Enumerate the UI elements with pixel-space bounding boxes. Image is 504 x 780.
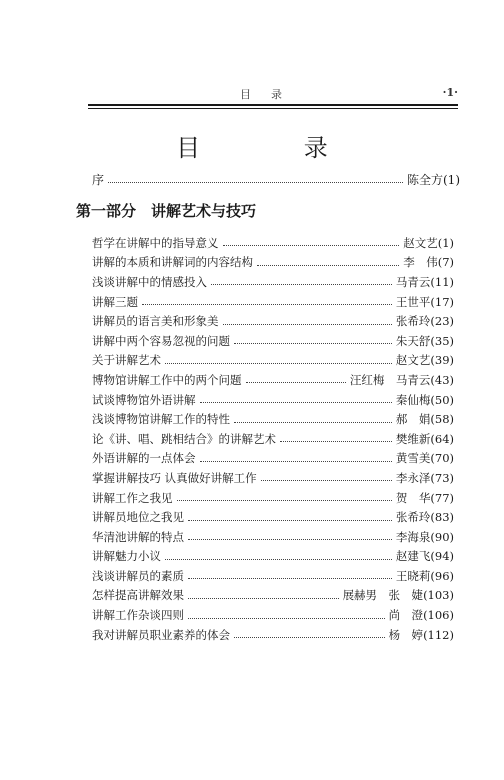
toc-entry-title: 博物馆讲解工作中的两个问题: [92, 372, 242, 387]
running-head: [88, 86, 458, 102]
toc-entry: [92, 331, 454, 351]
toc-entry-author: 黄雪美: [395, 451, 431, 466]
toc-entry-title: 关于讲解艺术: [92, 353, 161, 368]
running-head-title: 目录: [240, 88, 302, 101]
toc-entry-title: 浅谈讲解中的情感投入: [92, 274, 207, 289]
toc-entry-page: (83): [430, 510, 454, 525]
leader-dots: [188, 618, 385, 619]
header-rule-thin: [88, 108, 458, 109]
leader-dots: [211, 284, 392, 285]
toc-entry-title: 讲解员地位之我见: [92, 510, 184, 525]
toc-entry-title: 论《讲、唱、跳相结合》的讲解艺术: [92, 431, 276, 446]
toc-entry-author: 贺 华: [395, 490, 431, 505]
leader-dots: [257, 265, 399, 266]
preface-author-page: 陈全方(1): [407, 172, 460, 187]
toc-entry: [92, 351, 454, 371]
leader-dots: [246, 382, 346, 383]
toc-entry-author: 汪红梅 马青云: [349, 372, 431, 387]
toc-entry: [92, 429, 454, 449]
toc-entry: [92, 449, 454, 469]
toc-entry-title: 掌握讲解技巧 认真做好讲解工作: [92, 470, 257, 485]
toc-entry-author: 王晓莉: [395, 568, 431, 583]
preface-title: 序: [92, 172, 105, 187]
toc-entry: [92, 253, 454, 273]
toc-entry: [92, 272, 454, 292]
toc-entry: [92, 311, 454, 331]
toc-entry-author: 尚 澄: [388, 608, 424, 623]
leader-dots: [165, 363, 392, 364]
toc-entry-page: (11): [430, 274, 454, 289]
toc-entry-page: (50): [430, 392, 454, 407]
leader-dots: [200, 402, 392, 403]
toc-entry: [92, 527, 454, 547]
leader-dots: [188, 578, 392, 579]
toc-entry-title: 讲解魅力小议: [92, 549, 161, 564]
leader-dots: [188, 598, 339, 599]
leader-dots: [188, 520, 392, 521]
leader-dots: [200, 461, 392, 462]
toc-entry-author: 赵建飞: [395, 549, 431, 564]
toc-entry-page: (106): [423, 608, 454, 623]
toc-entry-page: (39): [430, 353, 454, 368]
toc-entry: [92, 507, 454, 527]
leader-dots: [188, 539, 392, 540]
leader-dots: [234, 637, 385, 638]
toc-entry-title: 讲解工作杂谈四则: [92, 608, 184, 623]
toc-entry-title: 讲解员的语言美和形象美: [92, 314, 219, 329]
toc-entry: [92, 233, 454, 253]
leader-dots: [142, 304, 392, 305]
toc-entry-author: 郝 娟: [395, 412, 431, 427]
toc-entry-author: 李 伟: [403, 255, 438, 270]
toc-entry-title: 外语讲解的一点体会: [92, 451, 196, 466]
toc-entry-page: (1): [437, 235, 454, 250]
toc-entry-author: 赵文艺: [395, 353, 431, 368]
header-rule-thick: [88, 104, 458, 106]
toc-entry-author: 赵文艺: [403, 235, 438, 250]
toc-entry-author: 朱天舒: [395, 333, 431, 348]
toc-entry-author: 王世平: [395, 294, 431, 309]
page-title: 目 录: [176, 134, 376, 162]
toc-entry-title: 哲学在讲解中的指导意义: [92, 235, 219, 250]
leader-dots: [234, 343, 392, 344]
toc-entry-author: 马青云: [395, 274, 431, 289]
toc-list: [92, 233, 454, 644]
toc-entry-page: (35): [430, 333, 454, 348]
part-heading: 第一部分 讲解艺术与技巧: [76, 202, 257, 220]
leader-dots: [223, 324, 392, 325]
toc-entry-author: 樊维新: [395, 431, 431, 446]
toc-entry-page: (112): [423, 627, 454, 642]
toc-entry: [92, 370, 454, 390]
toc-entry-title: 浅谈讲解员的素质: [92, 568, 184, 583]
leader-dots: [108, 182, 403, 183]
toc-entry-page: (70): [430, 451, 454, 466]
toc-entry-title: 讲解的本质和讲解词的内容结构: [92, 255, 253, 270]
toc-entry-page: (23): [430, 314, 454, 329]
toc-entry-page: (43): [430, 372, 454, 387]
leader-dots: [177, 500, 392, 501]
toc-entry-page: (103): [423, 588, 454, 603]
toc-entry-page: (58): [430, 412, 454, 427]
toc-entry-page: (77): [430, 490, 454, 505]
toc-entry-page: (90): [430, 529, 454, 544]
running-head-page-number: ·1·: [442, 86, 458, 99]
toc-entry-author: 李海泉: [395, 529, 431, 544]
toc-entry-page: (73): [430, 470, 454, 485]
toc-entry-author: 展赫男 张 婕: [342, 588, 424, 603]
toc-entry: [92, 605, 454, 625]
leader-dots: [261, 480, 392, 481]
toc-entry: [92, 292, 454, 312]
toc-entry: [92, 547, 454, 567]
toc-entry-title: 华清池讲解的特点: [92, 529, 184, 544]
toc-entry-page: (7): [437, 255, 454, 270]
toc-entry-author: 李永泽: [395, 470, 431, 485]
toc-entry: [92, 488, 454, 508]
toc-entry: [92, 390, 454, 410]
toc-entry-author: 杨 婷: [388, 627, 424, 642]
leader-dots: [165, 559, 392, 560]
toc-entry-title: 怎样提高讲解效果: [92, 588, 184, 603]
leader-dots: [280, 441, 392, 442]
toc-preface-entry: [92, 170, 460, 188]
leader-dots: [223, 245, 400, 246]
toc-entry-page: (17): [430, 294, 454, 309]
toc-entry: [92, 586, 454, 606]
toc-entry-title: 讲解中两个容易忽视的问题: [92, 333, 230, 348]
leader-dots: [234, 422, 392, 423]
toc-entry-author: 秦仙梅: [395, 392, 431, 407]
toc-entry-author: 张希玲: [395, 510, 431, 525]
toc-entry: [92, 566, 454, 586]
toc-entry-title: 试谈博物馆外语讲解: [92, 392, 196, 407]
toc-entry-page: (94): [430, 549, 454, 564]
toc-entry-title: 讲解工作之我见: [92, 490, 173, 505]
toc-entry-title: 讲解三题: [92, 294, 138, 309]
toc-entry: [92, 625, 454, 645]
toc-entry-page: (96): [430, 568, 454, 583]
toc-entry: [92, 468, 454, 488]
toc-entry-author: 张希玲: [395, 314, 431, 329]
toc-entry-title: 我对讲解员职业素养的体会: [92, 627, 230, 642]
toc-entry-page: (64): [430, 431, 454, 446]
toc-entry-title: 浅谈博物馆讲解工作的特性: [92, 412, 230, 427]
toc-entry: [92, 409, 454, 429]
